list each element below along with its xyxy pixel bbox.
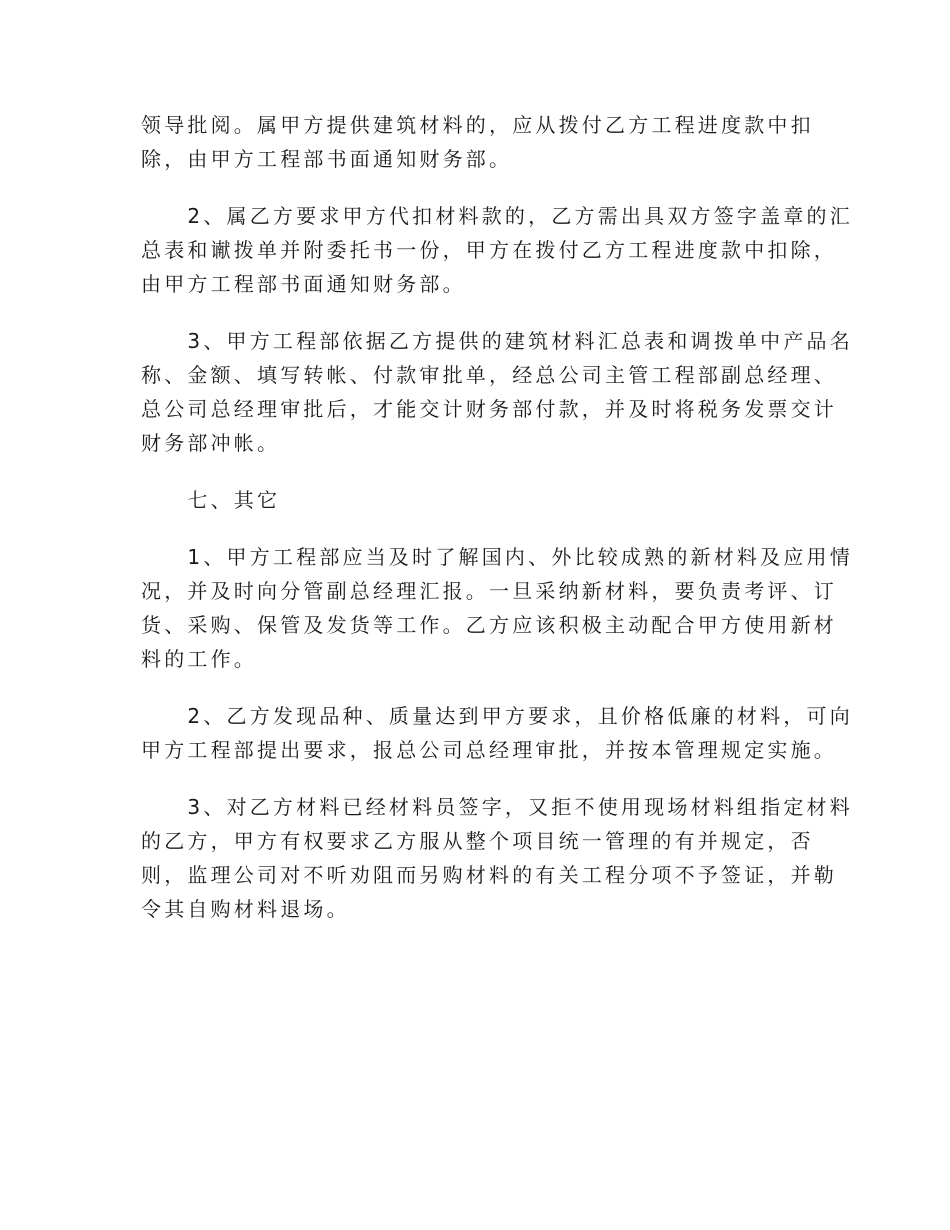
text-line: 领导批阅。属甲方提供建筑材料的，应从拨付乙方工程进度款中扣 [141,113,814,137]
text-line: 料的工作。 [141,647,257,671]
paragraph-item-3-approval [141,324,853,460]
paragraph-other-item-2 [141,699,853,767]
text-line: 货、采购、保管及发货等工作。乙方应该积极主动配合甲方使用新材 [141,613,837,637]
text-line: 由甲方工程部书面通知财务部。 [141,272,466,296]
text-line: 称、金额、填写转帐、付款审批单，经总公司主管工程部副总经理、 [141,363,837,387]
section-heading-other [141,483,821,517]
text-line: 1、甲方工程部应当及时了解国内、外比较成熟的新材料及应用情 [141,545,853,569]
section-heading-text: 七、其它 [141,488,281,512]
text-line: 总公司总经理审批后，才能交计财务部付款，并及时将税务发票交计 [141,397,837,421]
text-line: 总表和谳拨单并附委托书一份，甲方在拨付乙方工程进度款中扣除， [141,238,837,262]
text-line: 2、属乙方要求甲方代扣材料款的，乙方需出具双方签字盖章的汇 [141,204,853,228]
text-line: 则，监理公司对不听劝阻而另购材料的有关工程分项不予签证，并勒 [141,863,837,887]
text-line: 财务部冲帐。 [141,431,281,455]
text-line: 3、甲方工程部依据乙方提供的建筑材料汇总表和调拨单中产品名 [141,329,853,353]
text-line: 除，由甲方工程部书面通知财务部。 [141,147,513,171]
text-line: 的乙方，甲方有权要求乙方服从整个项目统一管理的有并规定，否 [141,829,814,853]
paragraph-other-item-3 [141,790,853,926]
text-line: 况，并及时向分管副总经理汇报。一旦采纳新材料，要负责考评、订 [141,579,837,603]
text-line: 令其自购材料退场。 [141,897,350,921]
document-body [141,108,853,949]
paragraph-item-2-withholding [141,199,853,301]
paragraph-material-deduction-continued [141,108,821,176]
paragraph-other-item-1 [141,540,853,676]
text-line: 2、乙方发现品种、质量达到甲方要求，且价格低廉的材料，可向 [141,704,853,728]
text-line: 甲方工程部提出要求，报总公司总经理审批，并按本管理规定实施。 [141,738,837,762]
text-line: 3、对乙方材料已经材料员签字，又拒不使用现场材料组指定材料 [141,795,853,819]
